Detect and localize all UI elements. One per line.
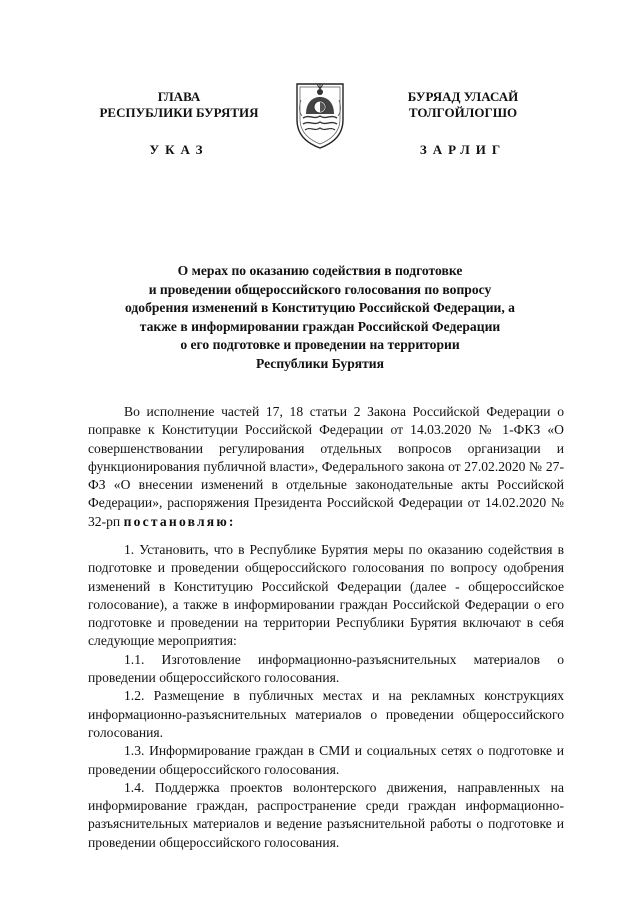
decree-word: постановляю: <box>123 513 236 529</box>
header-left <box>84 89 274 121</box>
decree-items <box>88 541 564 852</box>
title-line: также в информировании граждан Российской Федерации <box>139 318 501 334</box>
header-right <box>368 89 558 121</box>
header-right-line2: ТОЛГОЙЛОГШО <box>408 105 518 120</box>
preamble-text: Во исполнение частей 17, 18 статьи 2 Закона Российской Федерации о поправке к Конституции Российской Федерации от 14.03.2020 № 1-ФКЗ «О совершенствовании регулирования отдельных вопросов организации и функционирования публичной власти», Федерального закона от 27.02.2020 № 27-ФЗ «О внесении изменений в отдельные законодательные акты Российской Федерации», распоряжения Президента Российской Федерации от 14.02.2020 № 32-рп <box>88 404 564 529</box>
item-paragraph: 1. Установить, что в Республике Бурятия меры по оказанию содействия в подготовке и проведении общероссийского голосования по вопросу одобрения изменений в Конституцию Российской Федерации (далее - общероссийское голосование), а также в информировании граждан Российской Федерации о его подготовке и проведении на территории Республики Бурятия включают в себя следующие мероприятия: <box>88 542 564 649</box>
decree-label-ru: УКАЗ <box>149 142 209 157</box>
coat-of-arms-icon <box>293 80 347 150</box>
item-paragraph: 1.2. Размещение в публичных местах и на рекламных конструкциях информационно-разъяснительных материалов о проведении общероссийского голосования. <box>88 688 564 740</box>
title-line: одобрения изменений в Конституцию Российской Федерации, а <box>125 300 515 315</box>
preamble-paragraph <box>88 403 564 531</box>
title-line: О мерах по оказанию содействия в подготовке <box>177 263 463 278</box>
title-line: и проведении общероссийского голосования по вопросу <box>148 281 492 297</box>
preamble <box>88 403 564 531</box>
title-line: о его подготовке и проведении на территории <box>180 337 460 352</box>
header-left-line2: РЕСПУБЛИКИ БУРЯТИЯ <box>99 105 259 120</box>
decree-label-bua: ЗАРЛИГ <box>419 142 507 157</box>
header-right-line1: БУРЯАД УЛАСАЙ <box>407 89 519 104</box>
item-paragraph: 1.3. Информирование граждан в СМИ и социальных сетях о подготовке и проведении общероссийского голосования. <box>88 743 564 777</box>
document-title <box>90 262 550 373</box>
item-paragraph: 1.4. Поддержка проектов волонтерского движения, направленных на информирование граждан, распространение среди граждан информационно-разъяснительных материалов и ведение разъяснительной работы о подготовке и проведении общероссийского голосования. <box>88 779 564 850</box>
header-left-line1: ГЛАВА <box>157 89 201 104</box>
title-line: Республики Бурятия <box>255 355 384 371</box>
item-paragraph: 1.1. Изготовление информационно-разъяснительных материалов о проведении общероссийского голосования. <box>88 651 564 686</box>
